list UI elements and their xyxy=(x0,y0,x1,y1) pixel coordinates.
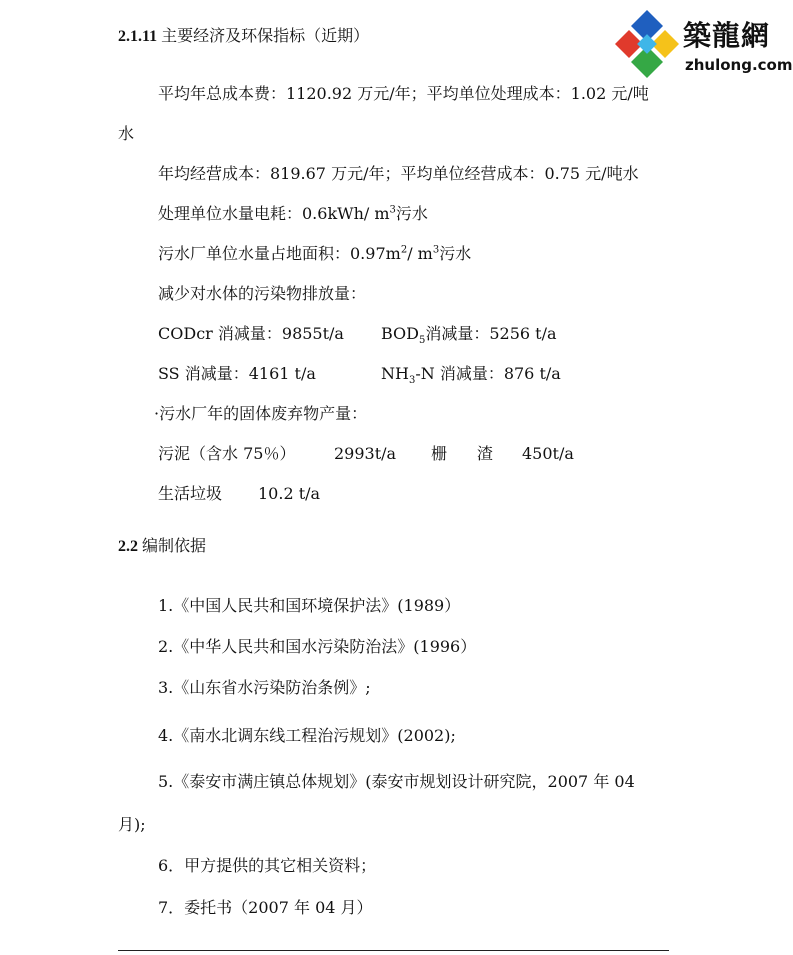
basis-item-7: 7．委托书（2007 年 04 月） xyxy=(158,898,373,917)
garbage-label: 生活垃圾 xyxy=(158,484,223,503)
basis-item-5: 5.《泰安市满庄镇总体规划》(泰安市规划设计研究院，2007 年 04 xyxy=(158,772,635,791)
avg-operating-cost: 年均经营成本：819.67 万元/年；平均单位经营成本：0.75 元/吨水 xyxy=(158,164,639,183)
power-consumption-unit: 污水 xyxy=(395,204,428,223)
bod-reduction xyxy=(381,324,557,347)
nh3n-sub: 3 xyxy=(408,375,416,387)
ss-reduction: SS 消减量：4161 t/a xyxy=(158,364,316,383)
bod-value: 消减量：5256 t/a xyxy=(425,324,557,343)
screenings-value: 450t/a xyxy=(522,444,574,463)
sludge-value: 2993t/a xyxy=(334,444,397,463)
section-number: 2.1.11 xyxy=(118,28,158,45)
section-heading-2-1-11 xyxy=(118,27,369,47)
section-title: 主要经济及环保指标（近期） xyxy=(157,28,370,45)
cod-reduction: CODcr 消减量：9855t/a xyxy=(158,324,344,343)
basis-item-1: 1.《中国人民共和国环境保护法》(1989） xyxy=(158,596,461,615)
avg-total-cost: 平均年总成本费：1120.92 万元/年；平均单位处理成本：1.02 元/吨 xyxy=(158,84,649,103)
section-number: 2.2 xyxy=(118,538,138,555)
nh3n-reduction xyxy=(381,364,561,387)
basis-item-5-cont: 月); xyxy=(118,815,146,834)
pollutant-reduction-label: 减少对水体的污染物排放量： xyxy=(158,284,367,303)
logo-center-square xyxy=(637,34,657,54)
land-area-sup2: 3 xyxy=(432,244,440,256)
bod-sub: 5 xyxy=(419,335,426,347)
avg-total-cost-cont: 水 xyxy=(118,124,135,143)
bod-label: BOD xyxy=(381,324,419,343)
logo-title: 築龍網 xyxy=(683,19,771,52)
land-area-text: 污水厂单位水量占地面积：0.97m xyxy=(158,244,401,263)
power-consumption-sup: 3 xyxy=(389,204,396,216)
power-consumption-text: 处理单位水量电耗：0.6kWh/ m xyxy=(158,204,390,223)
garbage-value: 10.2 t/a xyxy=(258,484,321,503)
land-area-sup1: 2 xyxy=(400,244,408,256)
land-area-unit: 污水 xyxy=(439,244,472,263)
nh3n-label: NH xyxy=(381,364,409,383)
sludge-label: 污泥（含水 75％） xyxy=(158,444,296,463)
section-title: 编制依据 xyxy=(138,538,207,555)
basis-item-4: 4.《南水北调东线工程治污规划》(2002); xyxy=(158,726,456,745)
zhulong-logo xyxy=(613,8,793,80)
basis-item-3: 3.《山东省水污染防治条例》; xyxy=(158,678,371,697)
basis-item-6: 6．甲方提供的其它相关资料； xyxy=(158,856,377,875)
land-area xyxy=(158,244,471,264)
screenings-label-2: 渣 xyxy=(477,444,494,463)
logo-url[interactable]: zhulong.com xyxy=(685,56,793,74)
logo-mark-icon xyxy=(613,8,681,80)
screenings-label-1: 栅 xyxy=(431,444,448,463)
section-heading-2-2 xyxy=(118,537,206,557)
land-area-mid: / m xyxy=(407,244,433,263)
basis-item-2: 2.《中华人民共和国水污染防治法》(1996） xyxy=(158,637,477,656)
nh3n-value: -N 消减量：876 t/a xyxy=(415,364,561,383)
solid-waste-label: ·污水厂年的固体废弃物产量： xyxy=(154,404,368,423)
power-consumption xyxy=(158,204,428,224)
footer-divider xyxy=(118,950,669,951)
